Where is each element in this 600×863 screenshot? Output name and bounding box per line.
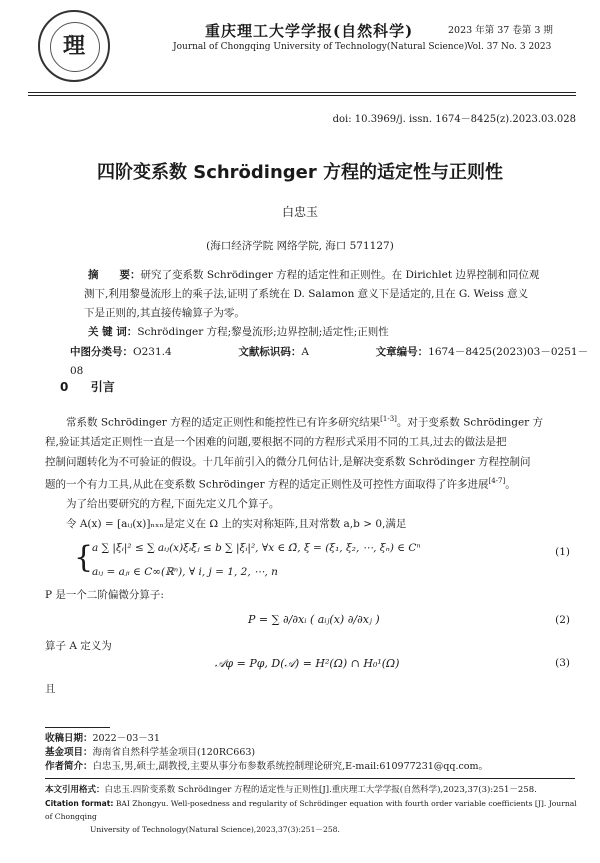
citation-en-label: Citation format: (45, 799, 114, 808)
citation-en-text-1: BAI Zhongyu. Well-posedness and regularity of Schrödinger equation with fourth order variable coefficients [J]. Journal of Chongqing (45, 799, 577, 821)
university-logo (38, 10, 110, 82)
conjunction-and: 且 (45, 683, 56, 695)
abstract-line-2: 测下,利用黎曼流形上的乘子法,证明了系统在 D. Salamon 意义下是适定的,且在 G. Weiss 意义 (84, 288, 529, 300)
abstract-line-3: 下是正则的,其直接传输算子为零。 (84, 307, 245, 319)
article-id-label: 文章编号： (375, 346, 429, 358)
paper-title: 四阶变系数 Schrödinger 方程的适定性与正则性 (96, 162, 504, 183)
keywords-text: Schrödinger 方程;黎曼流形;边界控制;适定性;正则性 (137, 326, 389, 338)
citation-en-line-1 (45, 797, 585, 823)
operator-p-label: P 是一个二阶偏微分算子: (45, 589, 164, 601)
intro-line-5: 为了给出要研究的方程,下面先定义几个算子。 (66, 498, 280, 510)
affiliation: (海口经济学院 网络学院, 海口 571127) (206, 240, 394, 252)
logo-mark: 理 (62, 33, 85, 59)
intro-line-3: 控制问题转化为不可验证的假设。十几年前引入的微分几何估计,是解决变系数 Schrödinger 方程控制问 (45, 455, 531, 468)
equation-1 (92, 536, 421, 584)
citation-en-line-2: University of Technology(Natural Science),2023,37(3):251－258. (90, 825, 340, 834)
journal-volume-cn: 2023 年第 37 卷第 3 期 (448, 25, 553, 36)
abstract-line-1 (88, 266, 578, 285)
received-label: 收稿日期： (45, 733, 93, 744)
equation-1-brace: { (74, 540, 94, 575)
doi: doi: 10.3969/j. issn. 1674－8425(z).2023.03.028 (332, 114, 576, 125)
equation-3: 𝒜φ = Pφ, D(𝒜) = H²(Ω) ∩ H₀¹(Ω) (215, 657, 400, 670)
journal-volume-en: Vol. 37 No. 3 2023 (467, 42, 552, 52)
section-title: 引言 (90, 380, 115, 394)
abstract-label: 摘 要： (88, 269, 141, 281)
equation-1-line-1: a ∑ |ξᵢ|² ≤ ∑ aᵢⱼ(x)ξᵢξ̄ⱼ ≤ b ∑ |ξᵢ|², ∀x ∈ Ω̄, ξ = (ξ₁, ξ₂, ⋯, ξₙ) ∈ Cⁿ (92, 542, 421, 554)
equation-2-number: (2) (555, 614, 570, 626)
journal-title-cn: 重庆理工大学学报(自然科学) (205, 22, 414, 40)
citation-en (45, 797, 585, 836)
header-rule-thin (28, 95, 576, 96)
citation-rule (45, 778, 575, 779)
doc-code-label: 文献标识码： (238, 346, 302, 358)
equation-1-number: (1) (555, 546, 570, 558)
doc-code-value: A (301, 346, 309, 358)
intro-paragraph-1 (45, 410, 575, 534)
clc-label: 中图分类号： (70, 346, 133, 358)
journal-title-en: Journal of Chongqing University of Technology(Natural Science) (173, 42, 468, 52)
bio-label: 作者简介： (45, 761, 93, 772)
fund-text: 海南省自然科学基金项目(120RC663) (92, 747, 256, 758)
received-date: 2022－03－31 (92, 733, 160, 744)
equation-1-line-2: aᵢⱼ = aⱼᵢ ∈ C∞(ℝⁿ), ∀ i, j = 1, 2, ⋯, n (92, 566, 278, 578)
citation-ref-1: [1-3] (380, 415, 397, 423)
footnote-received (45, 732, 160, 747)
intro-line-1 (45, 410, 575, 433)
intro-text-1: 常系数 Schrödinger 方程的适定正则性和能控性已有许多研究结果 (66, 416, 381, 429)
operator-a-label: 算子 A 定义为 (45, 640, 112, 652)
citation-ref-2: [4-7] (488, 477, 506, 485)
keywords (88, 323, 389, 342)
clc-value: O231.4 (133, 346, 172, 358)
abstract-text-1: 研究了变系数 Schrödinger 方程的适定性和正则性。在 Dirichlet 边界控制和同位观 (140, 269, 540, 281)
section-number: 0 (60, 380, 69, 394)
keywords-label: 关 键 词： (88, 326, 138, 338)
fund-label: 基金项目： (45, 747, 93, 758)
intro-line-6: 令 A(x) = [aᵢⱼ(x)]ₙₓₙ是定义在 Ω 上的实对称矩阵,且对常数 a,b > 0,满足 (66, 517, 407, 530)
citation-cn-label: 本文引用格式： (45, 785, 105, 795)
intro-text-4: 题的一个有力工具,从此在变系数 Schrödinger 方程的适定正则性及可控性方面取得了许多进展 (45, 478, 489, 491)
footnote-bio (45, 760, 585, 775)
citation-cn-text: 白忠玉.四阶变系数 Schrödinger 方程的适定性与正则性[J].重庆理工大学学报(自然科学),2023,37(3):251－258. (104, 785, 537, 795)
footnote-fund (45, 746, 255, 761)
footnote-rule (45, 727, 110, 728)
section-heading (60, 378, 115, 395)
article-id-value: 1674－8425(2023)03－0251－08 (70, 346, 589, 377)
classification-line (70, 343, 590, 381)
header-rule (28, 92, 576, 93)
citation-cn (45, 783, 585, 798)
abstract (84, 266, 578, 323)
bio-text: 白忠玉,男,硕士,副教授,主要从事分布参数系统控制理论研究,E-mail:610977231@qq.com。 (92, 761, 489, 772)
equation-3-number: (3) (555, 657, 570, 669)
author: 白忠玉 (281, 205, 318, 219)
equation-2: P = ∑ ∂/∂xᵢ ( aᵢⱼ(x) ∂/∂xⱼ ) (248, 613, 380, 626)
intro-line-4 (45, 472, 575, 495)
intro-text-1b: 。对于变系数 Schrödinger 方 (396, 416, 544, 429)
intro-text-4b: 。 (505, 478, 516, 491)
intro-line-2: 程,验证其适定正则性一直是一个困难的问题,要根据不同的方程形式采用不同的工具,过去的做法是把 (45, 436, 507, 448)
